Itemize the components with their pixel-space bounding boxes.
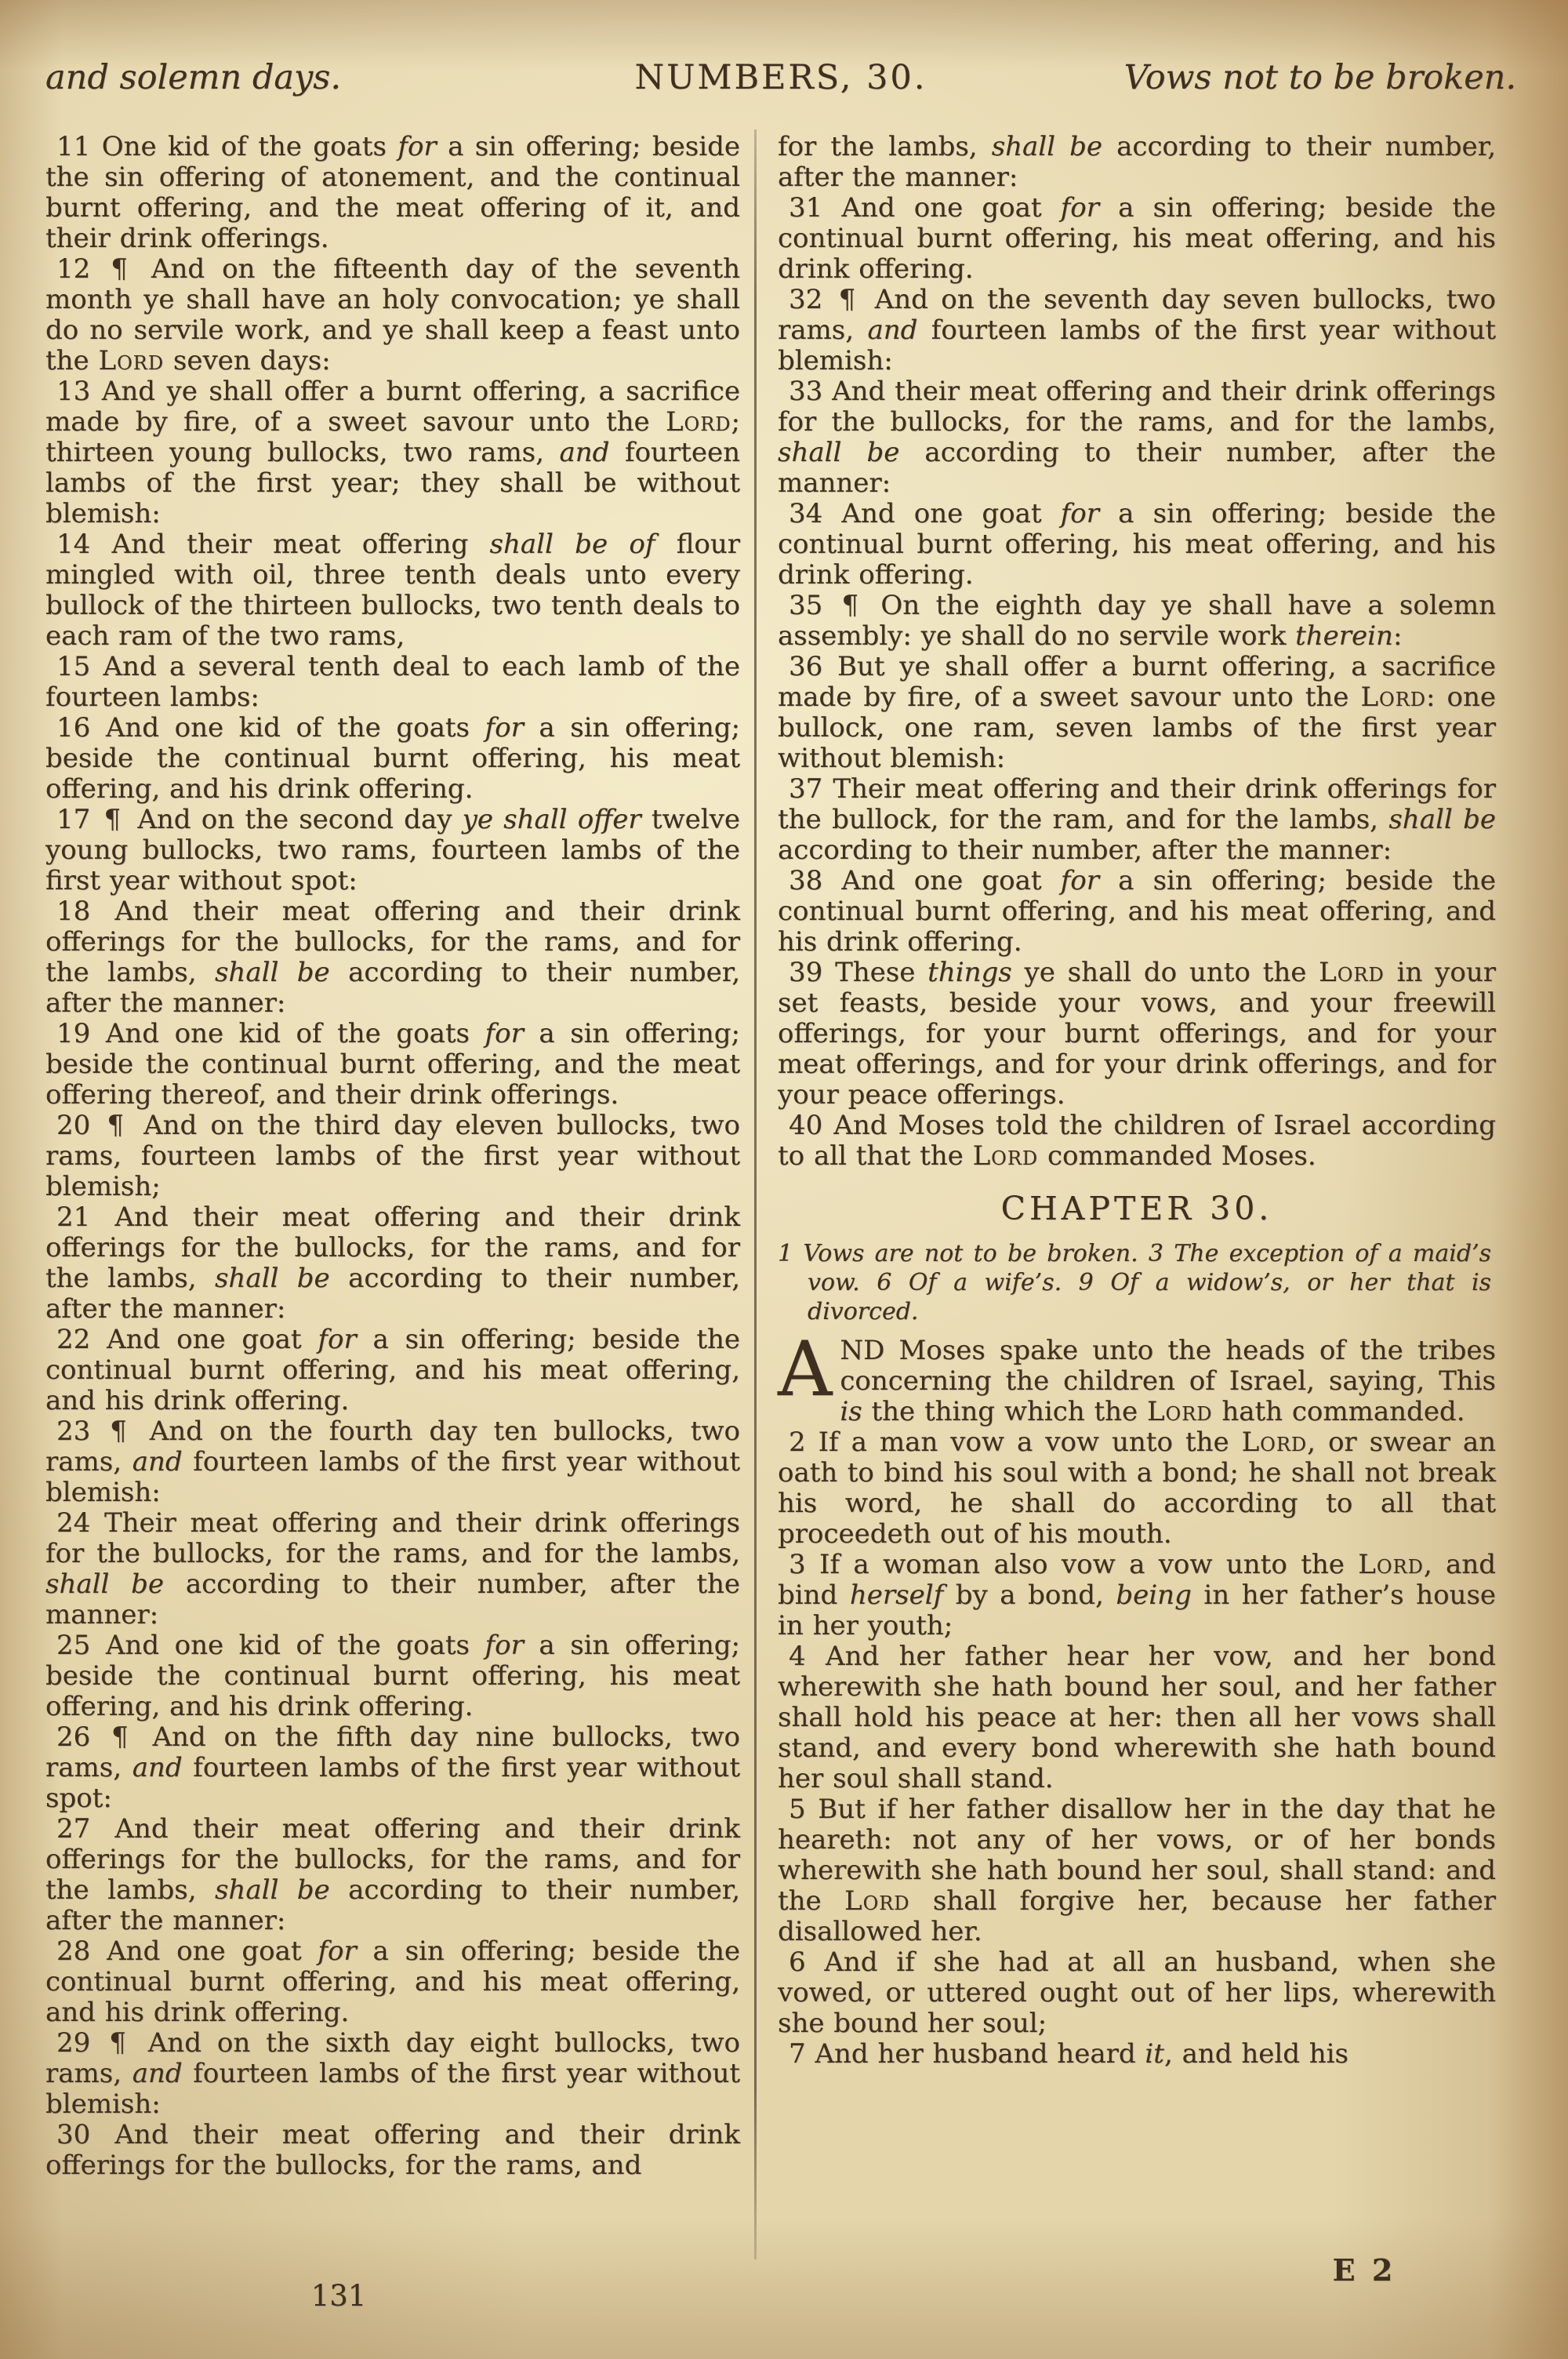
verse-paragraph: 3 If a woman also vow a vow unto the Lord, and bind herself by a bond, being in her father’s house in her youth; <box>778 1549 1497 1641</box>
verse-number: 7 <box>789 2038 806 2070</box>
verse-number: 12 <box>56 253 91 285</box>
verse-paragraph: 14 And their meat offering shall be of flour mingled with oil, three tenth deals unto every bullock of the thirteen bullocks, two tenth deals to each ram of the two rams, <box>45 529 740 652</box>
verse-number: 24 <box>56 1507 91 1539</box>
verse-paragraph: 26 ¶ And on the fifth day nine bullocks, two rams, and fourteen lambs of the first year without spot: <box>45 1721 740 1814</box>
verse-paragraph: 40 And Moses told the children of Israel according to all that the Lord commanded Moses. <box>778 1110 1496 1172</box>
verse-paragraph: 4 And her father hear her vow, and her bond wherewith she hath bound her soul, and her father shall hold his peace at her: then all her vows shall stand, and every bond wherewith she hath bound her soul shall stand. <box>778 1641 1496 1794</box>
verse-paragraph: 29 ¶ And on the sixth day eight bullocks, two rams, and fourteen lambs of the first year without blemish: <box>45 2027 740 2120</box>
verse-number: 40 <box>789 1110 823 1141</box>
right-text-column <box>778 132 1496 2070</box>
running-header-title: NUMBERS, 30. <box>634 58 927 97</box>
verse-number: 23 <box>56 1416 91 1447</box>
verse-paragraph: 21 And their meat offering and their drink offerings for the bullocks, for the rams, and for the lambs, shall be according to their number, after the manner: <box>45 1201 741 1325</box>
verse-number: 20 <box>56 1110 91 1141</box>
verse-paragraph: 18 And their meat offering and their drink offerings for the bullocks, for the rams, and for the lambs, shall be according to their number, after the manner: <box>45 896 741 1019</box>
chapter29-verses <box>778 193 1496 1172</box>
verse-number: 34 <box>789 498 823 529</box>
pilcrow-mark: ¶ <box>109 2027 126 2059</box>
verse-paragraph: 25 And one kid of the goats for a sin offering; beside the continual burnt offering, his meat offering, and his drink offering. <box>45 1630 741 1722</box>
verse-paragraph: 31 And one goat for a sin offering; beside the continual burnt offering, his meat offering, and his drink offering. <box>778 192 1497 285</box>
verse-number: 22 <box>56 1324 91 1355</box>
verse-paragraph: 38 And one goat for a sin offering; beside the continual burnt offering, and his meat offering, and his drink offering. <box>778 865 1497 958</box>
verse-paragraph: 23 ¶ And on the fourth day ten bullocks, two rams, and fourteen lambs of the first year without blemish: <box>45 1416 740 1508</box>
verse-number: 27 <box>56 1813 91 1845</box>
verse-paragraph: 30 And their meat offering and their drink offerings for the bullocks, for the rams, and <box>45 2119 740 2181</box>
pilcrow-mark: ¶ <box>103 804 122 835</box>
verse-paragraph: 39 These things ye shall do unto the Lord in your set feasts, beside your vows, and your freewill offerings, for your burnt offerings, and for your meat offerings, and for your drink offerings, and for your peace offerings. <box>778 957 1496 1110</box>
verse-paragraph: 16 And one kid of the goats for a sin offering; beside the continual burnt offering, his meat offering, and his drink offering. <box>45 712 741 805</box>
verse-number: 21 <box>56 1201 91 1233</box>
running-header-right: Vows not to be broken. <box>1123 58 1517 97</box>
verse-continuation: for the lambs, shall be according to their number, after the manner: <box>778 131 1496 193</box>
verse-paragraph: 7 And her husband heard it, and held his <box>789 2038 1349 2070</box>
verse-number: 36 <box>789 651 823 682</box>
verse-number: 11 <box>56 131 91 162</box>
verse-paragraph: 27 And their meat offering and their drink offerings for the bullocks, for the rams, and for the lambs, shall be according to their number, after the manner: <box>45 1813 741 1936</box>
pilcrow-mark: ¶ <box>111 253 128 285</box>
verse-number: 30 <box>56 2119 91 2150</box>
verse-number: 29 <box>56 2027 91 2059</box>
verse-paragraph: 15 And a several tenth deal to each lamb of the fourteen lambs: <box>45 651 740 713</box>
drop-cap: A <box>778 1325 833 1413</box>
verse-paragraph: 28 And one goat for a sin offering; beside the continual burnt offering, and his meat offering, and his drink offering. <box>45 1936 741 2028</box>
verse-paragraph: 6 And if she had at all an husband, when she vowed, or uttered ought out of her lips, wherewith she bound her soul; <box>778 1946 1496 2039</box>
verse-number: 25 <box>56 1630 91 1661</box>
chapter-heading: CHAPTER 30. <box>1000 1190 1273 1227</box>
verse-paragraph: 36 But ye shall offer a burnt offering, a sacrifice made by fire, of a sweet savour unto the Lord: one bullock, one ram, seven lambs of the first year without blemish: <box>778 651 1496 774</box>
verse-paragraph: 34 And one goat for a sin offering; beside the continual burnt offering, his meat offering, and his drink offering. <box>778 498 1497 591</box>
verse-paragraph: 19 And one kid of the goats for a sin offering; beside the continual burnt offering, and the meat offering thereof, and their drink offerings. <box>45 1018 741 1110</box>
left-text-column <box>45 132 740 2181</box>
chapter30-verses <box>778 1325 1497 2070</box>
verse-number: 19 <box>56 1018 91 1049</box>
column-divider-rule <box>754 129 757 2259</box>
verse-paragraph: 33 And their meat offering and their drink offerings for the bullocks, for the rams, and for the lambs, shall be according to their number, after the manner: <box>778 376 1497 499</box>
verse-paragraph: 12 ¶ And on the fifteenth day of the seventh month ye shall have an holy convocation; ye shall do no servile work, and ye shall keep a feast unto the Lord seven days: <box>45 253 741 376</box>
pilcrow-mark: ¶ <box>111 1721 129 1753</box>
verse-number: 2 <box>789 1427 806 1458</box>
verse-paragraph: 20 ¶ And on the third day eleven bullocks, two rams, fourteen lambs of the first year without blemish; <box>45 1110 741 1202</box>
verse-number: 18 <box>56 896 91 927</box>
verse-paragraph: 13 And ye shall offer a burnt offering, a sacrifice made by fire, of a sweet savour unto the Lord; thirteen young bullocks, two rams, and fourteen lambs of the first year; they shall be without blemish: <box>45 376 740 529</box>
verse-number: 39 <box>789 957 823 988</box>
verse-number: 3 <box>789 1549 806 1580</box>
pilcrow-mark: ¶ <box>107 1110 124 1141</box>
verse-number: 28 <box>56 1936 91 1967</box>
verse-number: 13 <box>56 376 91 407</box>
verse-paragraph: 2 If a man vow a vow unto the Lord, or swear an oath to bind his soul with a bond; he shall not break his word, he shall do according to all that proceedeth out of his mouth. <box>778 1427 1496 1550</box>
verse-paragraph: 17 ¶ And on the second day ye shall offer twelve young bullocks, two rams, fourteen lambs of the first year without spot: <box>45 804 740 896</box>
verse-number: 35 <box>789 590 823 621</box>
verse-number: 16 <box>56 712 91 743</box>
verse-number: 6 <box>789 1946 806 1978</box>
verse-paragraph: 35 ¶ On the eighth day ye shall have a solemn assembly: ye shall do no servile work therein: <box>778 590 1496 652</box>
verse-number: 32 <box>789 284 823 315</box>
verse-paragraph: 37 Their meat offering and their drink offerings for the bullock, for the ram, and for the lambs, shall be according to their number, after the manner: <box>778 773 1496 866</box>
verse-number: 5 <box>789 1794 806 1825</box>
pilcrow-mark: ¶ <box>110 1416 127 1447</box>
verse-paragraph: 32 ¶ And on the seventh day seven bullocks, two rams, and fourteen lambs of the first year without blemish: <box>778 284 1497 376</box>
verse-number: 15 <box>56 651 91 682</box>
pilcrow-mark: ¶ <box>841 590 859 621</box>
verse-number: 37 <box>789 773 823 805</box>
verse-number: 17 <box>56 804 91 835</box>
verse-number: 14 <box>56 529 91 560</box>
pilcrow-mark: ¶ <box>838 284 856 315</box>
verse-number: 38 <box>789 865 823 896</box>
running-header-left: and solemn days. <box>45 58 342 97</box>
verse-paragraph: 5 But if her father disallow her in the day that he heareth: not any of her vows, or of her bonds wherewith she hath bound her soul, shall stand: and the Lord shall forgive her, because her father disallowed her. <box>778 1794 1496 1947</box>
signature-mark: E 2 <box>1332 2252 1396 2288</box>
verse-number: 31 <box>789 192 823 224</box>
verse-paragraph: AND Moses spake unto the heads of the tribes concerning the children of Israel, saying, This is the thing which the Lord hath commanded. <box>778 1325 1496 1427</box>
verse-paragraph: 24 Their meat offering and their drink offerings for the bullocks, for the rams, and for the lambs, shall be according to their number, after the manner: <box>45 1507 741 1630</box>
verse-paragraph: 22 And one goat for a sin offering; beside the continual burnt offering, and his meat offering, and his drink offering. <box>45 1324 741 1416</box>
chapter-summary: 1 Vows are not to be broken. 3 The exception of a maid’s vow. 6 Of a wife’s. 9 Of a widow’s, or her that is divorced. <box>778 1240 1491 1325</box>
verse-number: 33 <box>789 376 823 407</box>
verse-number: 4 <box>789 1641 806 1672</box>
verse-number: 26 <box>56 1721 91 1753</box>
running-header <box>45 58 1516 97</box>
page-number: 131 <box>310 2279 367 2313</box>
verse-paragraph: 11 One kid of the goats for a sin offering; beside the sin offering of atonement, and the continual burnt offering, and the meat offering of it, and their drink offerings. <box>45 131 740 254</box>
